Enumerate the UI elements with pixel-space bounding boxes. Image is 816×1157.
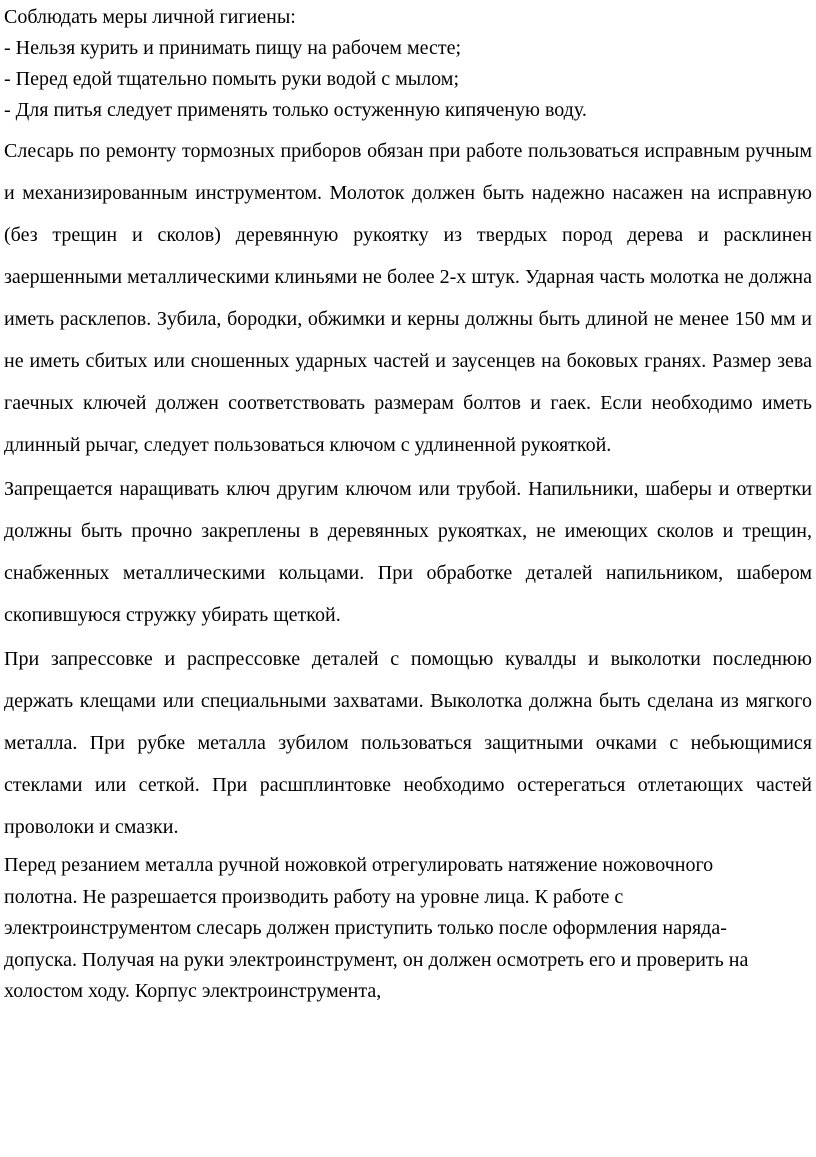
hygiene-item: - Нельзя курить и принимать пищу на рабочем месте; bbox=[4, 37, 462, 59]
paragraph-files: Запрещается наращивать ключ другим ключом или трубой. Напильники, шаберы и отвертки должны быть прочно закреплены в деревянных рукоятках, не имеющих сколов и трещин, снабженных металлическими кольцами. При обработке деталей напильником, шабером скопившуюся стружку убирать щеткой. bbox=[4, 478, 812, 626]
hygiene-item: - Для питья следует применять только остуженную кипяченую воду. bbox=[4, 99, 587, 121]
paragraph-cutting: Перед резанием металла ручной ножовкой отрегулировать натяжение ножовочного полотна. Не разрешается производить работу на уровне лица. К работе с электроинструментом слесарь должен приступить только после оформления наряда-допуска. Получая на руки электроинструмент, он должен осмотреть его и проверить на холостом ходу. Корпус электроинструмента, bbox=[4, 854, 749, 1002]
paragraph-tools: Слесарь по ремонту тормозных приборов обязан при работе пользоваться исправным ручным и механизированным инструментом. Молоток должен быть надежно насажен на исправную (без трещин и сколов) деревянную рукоятку из твердых пород дерева и расклинен заершенными металлическими клиньями не более 2-х штук. Ударная часть молотка не должна иметь расклепов. Зубила, бородки, обжимки и керны должны быть длиной не менее 150 мм и не иметь сбитых или сношенных ударных частей и заусенцев на боковых гранях. Размер зева гаечных ключей должен соответствовать размерам болтов и гаек. Если необходимо иметь длинный рычаг, следует пользоваться ключом с удлиненной рукояткой. bbox=[4, 140, 812, 456]
paragraph-pressing: При запрессовке и распрессовке деталей с помощью кувалды и выколотки последнюю держать клещами или специальными захватами. Выколотка должна быть сделана из мягкого металла. При рубке металла зубилом пользоваться защитными очками с небьющимися стеклами или сеткой. При расшплинтовке необходимо остерегаться отлетающих частей проволоки и смазки. bbox=[4, 648, 812, 838]
hygiene-heading: Соблюдать меры личной гигиены: bbox=[4, 6, 296, 28]
hygiene-item: - Перед едой тщательно помыть руки водой с мылом; bbox=[4, 68, 460, 90]
